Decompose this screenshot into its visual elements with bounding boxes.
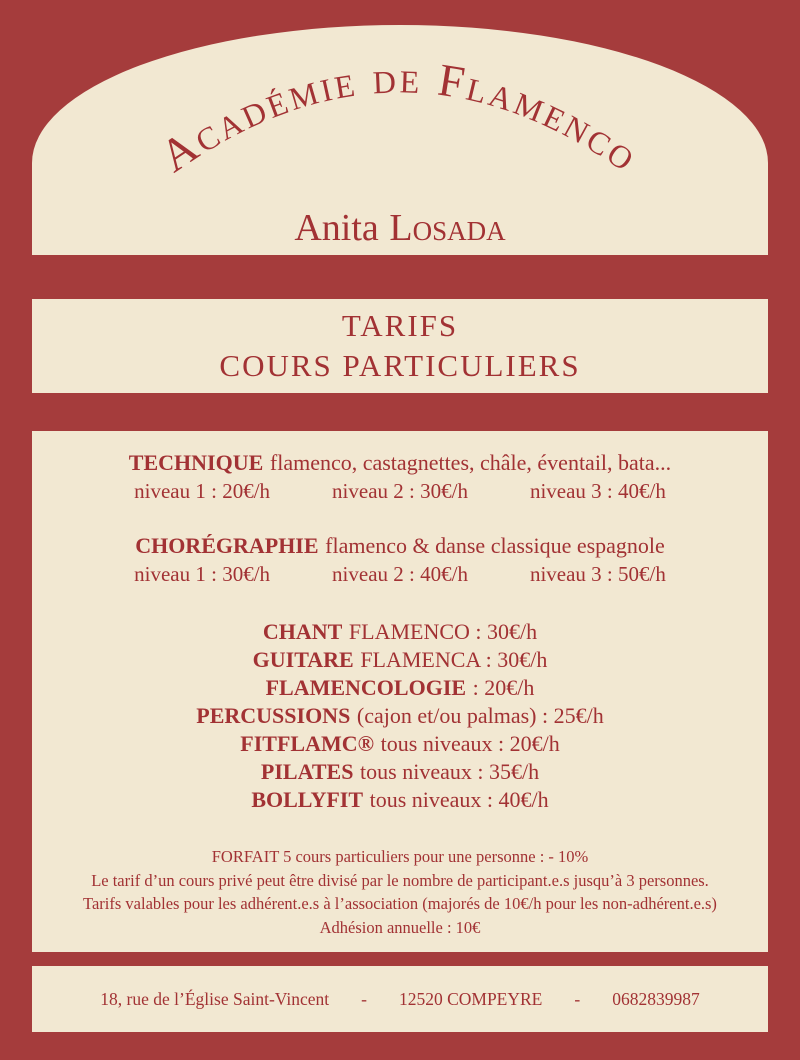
footer-separator: - [361, 988, 367, 1009]
course-detail: FLAMENCO : 30€/h [348, 619, 538, 644]
conditions-notes [32, 845, 768, 939]
course-line-pilates [32, 758, 768, 786]
choregraphie-level-2: niveau 2 : 40€/h [332, 562, 468, 586]
course-line-chant [32, 618, 768, 646]
course-detail: : 20€/h [472, 675, 535, 700]
section-technique [32, 449, 768, 505]
note-forfait: FORFAIT 5 cours particuliers pour une personne : - 10% [211, 847, 589, 866]
footer-city: 12520 COMPEYRE [398, 988, 543, 1009]
course-name: CHANT [262, 619, 343, 644]
banner-line-2: COURS PARTICULIERS [219, 348, 581, 383]
teacher-first-name: Anita [294, 207, 379, 249]
pricing-panel [32, 431, 768, 952]
banner-line-1: TARIFS [341, 308, 459, 343]
course-detail: tous niveaux : 20€/h [380, 731, 560, 756]
choregraphie-level-1: niveau 1 : 30€/h [134, 562, 271, 586]
teacher-last-name: Losada [389, 207, 506, 249]
note-adhesion: Adhésion annuelle : 10€ [319, 917, 481, 937]
note-adherents: Tarifs valables pour les adhérent.e.s à l’association (majorés de 10€/h pour les non-adhérent.e.s) [83, 894, 717, 913]
course-line-fitflamc [32, 730, 768, 758]
note-tarif-prive: Le tarif d’un cours privé peut être divisé par le nombre de participant.e.s jusqu’à 3 personnes. [91, 870, 709, 890]
technique-name: TECHNIQUE [128, 450, 264, 475]
choregraphie-name: CHORÉGRAPHIE [135, 533, 319, 558]
choregraphie-title-line [32, 532, 768, 560]
footer-phone: 0682839987 [612, 988, 700, 1009]
footer-address: 18, rue de l’Église Saint-Vincent [100, 988, 330, 1009]
course-name: FITFLAMC® [240, 731, 375, 756]
course-line-percussions [32, 702, 768, 730]
technique-levels [32, 477, 768, 505]
footer-separator: - [574, 988, 581, 1009]
technique-level-1: niveau 1 : 20€/h [134, 479, 271, 503]
academy-title: Académie de Flamenco [150, 51, 650, 182]
course-price-list [32, 618, 768, 814]
course-line-guitare [32, 646, 768, 674]
choregraphie-description: flamenco & danse classique espagnole [325, 533, 665, 558]
contact-footer [32, 966, 768, 1032]
course-detail: FLAMENCA : 30€/h [360, 647, 548, 672]
course-name: GUITARE [252, 647, 354, 672]
course-line-bollyfit [32, 786, 768, 814]
technique-level-2: niveau 2 : 30€/h [332, 479, 468, 503]
course-line-flamencologie [32, 674, 768, 702]
academy-title-text [151, 51, 649, 181]
course-detail: tous niveaux : 40€/h [369, 787, 549, 812]
section-choregraphie [32, 532, 768, 588]
choregraphie-levels [32, 560, 768, 588]
choregraphie-level-3: niveau 3 : 50€/h [529, 562, 666, 586]
course-name: PILATES [260, 759, 354, 784]
technique-description: flamenco, castagnettes, châle, éventail, bata... [269, 450, 672, 475]
course-detail: tous niveaux : 35€/h [360, 759, 540, 784]
teacher-name [32, 206, 768, 250]
tariffs-banner [32, 299, 768, 393]
technique-level-3: niveau 3 : 40€/h [529, 479, 666, 503]
technique-title-line [32, 449, 768, 477]
course-name: BOLLYFIT [251, 787, 364, 812]
course-name: FLAMENCOLOGIE [265, 675, 467, 700]
header-dome [32, 25, 768, 255]
course-name: PERCUSSIONS [196, 703, 351, 728]
course-detail: (cajon et/ou palmas) : 25€/h [356, 703, 604, 728]
